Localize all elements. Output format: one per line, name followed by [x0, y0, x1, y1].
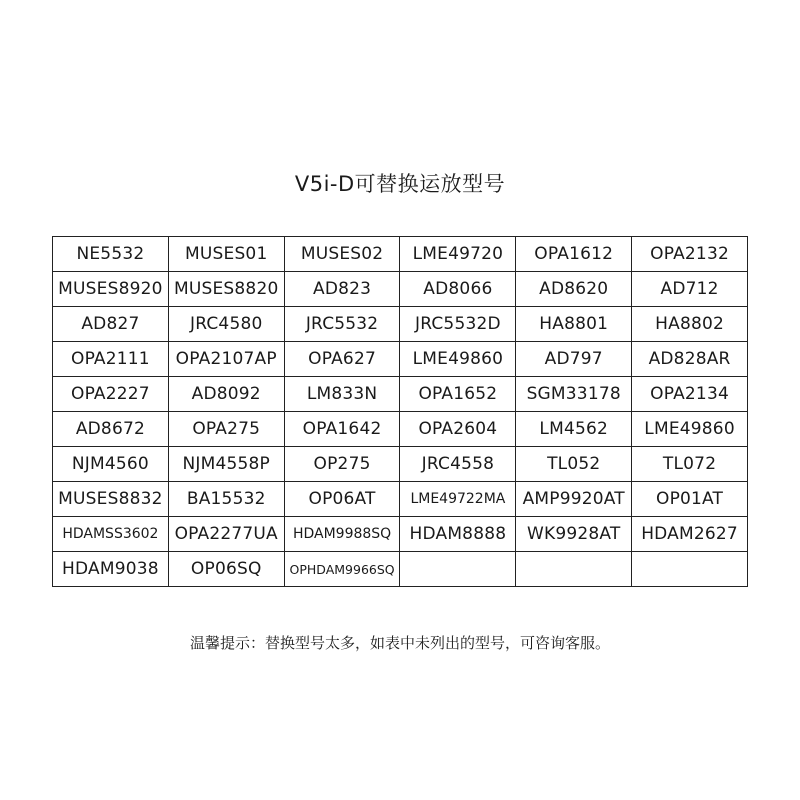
- table-body: [53, 237, 748, 587]
- table-cell: NJM4558P: [168, 447, 284, 482]
- table-cell: MUSES01: [168, 237, 284, 272]
- tip-note: 温馨提示：替换型号太多，如表中未列出的型号，可咨询客服。: [189, 634, 610, 652]
- table-cell: TL052: [516, 447, 632, 482]
- table-cell: HDAM9988SQ: [284, 517, 400, 552]
- table-cell: HDAM9038: [53, 552, 169, 587]
- table-cell: OP01AT: [632, 482, 748, 517]
- opamp-model-table: [52, 236, 748, 587]
- table-row: [53, 342, 748, 377]
- table-cell: MUSES8820: [168, 272, 284, 307]
- table-cell: OP06SQ: [168, 552, 284, 587]
- table-row: [53, 307, 748, 342]
- table-cell: [516, 552, 632, 587]
- table-cell: OPHDAM9966SQ: [284, 552, 400, 587]
- table-cell: [400, 552, 516, 587]
- table-cell: AD827: [53, 307, 169, 342]
- table-cell: OPA1652: [400, 377, 516, 412]
- table-cell: BA15532: [168, 482, 284, 517]
- table-cell: OPA275: [168, 412, 284, 447]
- table-cell: OPA2277UA: [168, 517, 284, 552]
- table-cell: LME49860: [400, 342, 516, 377]
- table-cell: OPA2227: [53, 377, 169, 412]
- table-cell: OPA627: [284, 342, 400, 377]
- table-cell: AD828AR: [632, 342, 748, 377]
- table-cell: AD8066: [400, 272, 516, 307]
- table-cell: MUSES8832: [53, 482, 169, 517]
- table-row: [53, 517, 748, 552]
- table-cell: HDAM8888: [400, 517, 516, 552]
- table-cell: JRC5532D: [400, 307, 516, 342]
- table-cell: AD8672: [53, 412, 169, 447]
- table-cell: WK9928AT: [516, 517, 632, 552]
- table-row: [53, 237, 748, 272]
- table-cell: NE5532: [53, 237, 169, 272]
- table-row: [53, 412, 748, 447]
- table-cell: OPA1612: [516, 237, 632, 272]
- table-cell: SGM33178: [516, 377, 632, 412]
- table-cell: OPA2134: [632, 377, 748, 412]
- table-cell: TL072: [632, 447, 748, 482]
- table-row: [53, 447, 748, 482]
- table-cell: OPA2111: [53, 342, 169, 377]
- table-row: [53, 552, 748, 587]
- table-cell: OP06AT: [284, 482, 400, 517]
- table-cell: NJM4560: [53, 447, 169, 482]
- table-cell: LM833N: [284, 377, 400, 412]
- table-cell: MUSES8920: [53, 272, 169, 307]
- table-cell: OPA1642: [284, 412, 400, 447]
- table-cell: [632, 552, 748, 587]
- table-row: [53, 377, 748, 412]
- table-row: [53, 272, 748, 307]
- table-cell: LME49860: [632, 412, 748, 447]
- table-cell: AD8092: [168, 377, 284, 412]
- table-cell: OPA2604: [400, 412, 516, 447]
- table-cell: AMP9920AT: [516, 482, 632, 517]
- table-cell: HA8802: [632, 307, 748, 342]
- table-cell: LM4562: [516, 412, 632, 447]
- table-cell: LME49722MA: [400, 482, 516, 517]
- table-cell: AD8620: [516, 272, 632, 307]
- table-cell: HDAM2627: [632, 517, 748, 552]
- table-cell: LME49720: [400, 237, 516, 272]
- table-cell: AD712: [632, 272, 748, 307]
- table-cell: MUSES02: [284, 237, 400, 272]
- table-cell: OPA2107AP: [168, 342, 284, 377]
- table-cell: JRC5532: [284, 307, 400, 342]
- page-title: V5i-D可替换运放型号: [294, 172, 506, 196]
- table-row: [53, 482, 748, 517]
- table-cell: HDAMSS3602: [53, 517, 169, 552]
- table-cell: AD797: [516, 342, 632, 377]
- table-cell: OPA2132: [632, 237, 748, 272]
- table-cell: JRC4580: [168, 307, 284, 342]
- table-cell: AD823: [284, 272, 400, 307]
- table-cell: HA8801: [516, 307, 632, 342]
- table-cell: JRC4558: [400, 447, 516, 482]
- table-cell: OP275: [284, 447, 400, 482]
